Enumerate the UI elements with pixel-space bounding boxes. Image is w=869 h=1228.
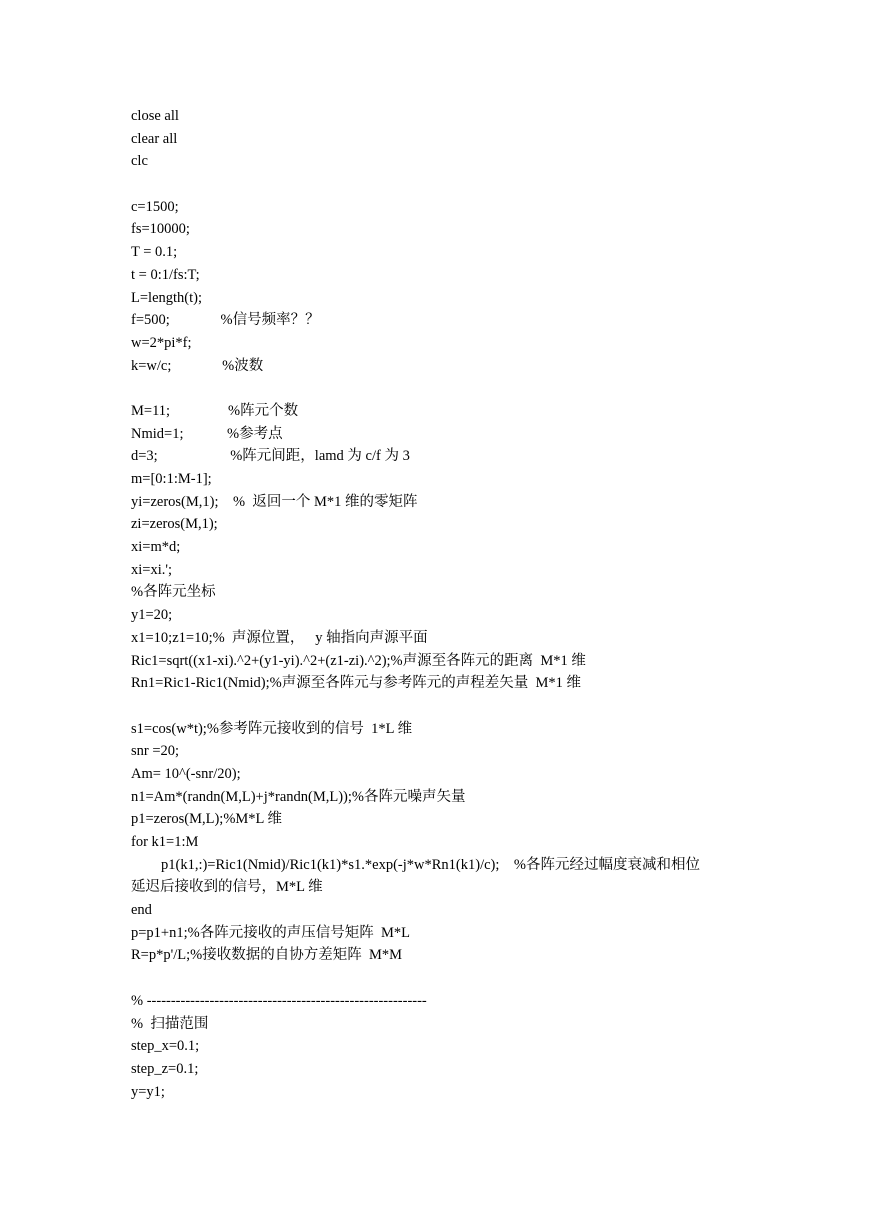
code-line: k=w/c; %波数	[131, 357, 264, 374]
blank-line	[131, 695, 831, 718]
code-line: m=[0:1:M-1];	[131, 471, 212, 487]
blank-line	[131, 967, 831, 990]
code-line: x1=10;z1=10;% 声源位置， y 轴指向声源平面	[131, 629, 428, 646]
comment-line: %各阵元坐标	[131, 584, 216, 601]
code-line: clear all	[131, 130, 178, 147]
code-line: end	[131, 902, 152, 919]
code-line: clc	[131, 153, 148, 170]
comment-divider: % ----------------------------------------------------------	[131, 992, 427, 1009]
code-line: c=1500;	[131, 198, 179, 215]
code-line: w=2*pi*f;	[131, 334, 192, 351]
code-line: y1=20;	[131, 607, 173, 624]
matlab-code-block	[131, 105, 831, 1103]
code-line: L=length(t);	[131, 289, 202, 306]
code-line: d=3; %阵元间距，lamd 为 c/f 为 3	[131, 448, 410, 465]
code-line: xi=m*d;	[131, 539, 181, 556]
code-line: p=p1+n1;%各阵元接收的声压信号矩阵 M*L	[131, 924, 410, 941]
code-line: zi=zeros(M,1);	[131, 516, 218, 533]
code-line: Ric1=sqrt((x1-xi).^2+(y1-yi).^2+(z1-zi).^2);%声源至各阵元的距离 M*1 维	[131, 652, 586, 669]
code-line: y=y1;	[131, 1083, 165, 1100]
comment-line: % 扫描范围	[131, 1015, 209, 1032]
code-line: yi=zeros(M,1); % 返回一个 M*1 维的零矩阵	[131, 493, 418, 510]
code-line: for k1=1:M	[131, 834, 199, 850]
code-line: close all	[131, 108, 179, 124]
code-line: Am= 10^(-snr/20);	[131, 765, 241, 782]
code-line: step_x=0.1;	[131, 1038, 200, 1055]
code-line: fs=10000;	[131, 221, 190, 238]
code-line: snr =20;	[131, 743, 180, 760]
blank-line	[131, 377, 831, 400]
code-line: M=11; %阵元个数	[131, 402, 299, 419]
code-line: T = 0.1;	[131, 244, 178, 261]
code-line: s1=cos(w*t);%参考阵元接收到的信号 1*L 维	[131, 720, 413, 737]
code-line: xi=xi.';	[131, 561, 173, 578]
code-line: f=500; %信号频率？？	[131, 312, 320, 329]
code-line: R=p*p'/L;%接收数据的自协方差矩阵 M*M	[131, 947, 402, 964]
code-line: n1=Am*(randn(M,L)+j*randn(M,L));%各阵元噪声矢量	[131, 788, 466, 805]
code-line: Nmid=1; %参考点	[131, 425, 283, 442]
code-line-indented: p1(k1,:)=Ric1(Nmid)/Ric1(k1)*s1.*exp(-j*w*Rn1(k1)/c); %各阵元经过幅度衰减和相位	[161, 856, 700, 873]
code-line-continuation: 延迟后接收到的信号，M*L 维	[131, 879, 323, 896]
code-line: p1=zeros(M,L);%M*L 维	[131, 811, 282, 828]
code-line: t = 0:1/fs:T;	[131, 266, 200, 283]
blank-line	[131, 173, 831, 196]
code-line: Rn1=Ric1-Ric1(Nmid);%声源至各阵元与参考阵元的声程差矢量 M*1 维	[131, 675, 582, 692]
code-line: step_z=0.1;	[131, 1060, 199, 1077]
